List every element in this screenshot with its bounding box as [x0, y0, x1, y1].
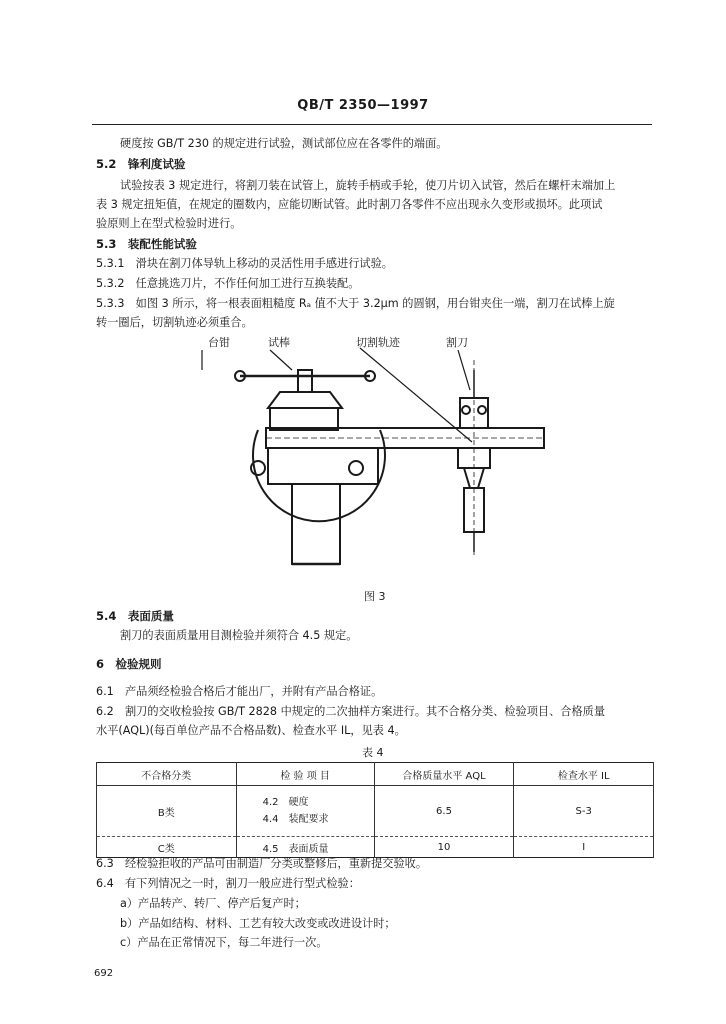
section-6-2-line-2: 水平(AQL)(每百单位产品不合格品数)、检查水平 IL，见表 4。: [96, 724, 406, 737]
rod-leader: [270, 350, 292, 370]
row-c-category: C类: [97, 837, 237, 858]
standard-header: QB/T 2350—1997: [297, 98, 429, 113]
list-item-b: b）产品如结构、材料、工艺有较大改变或改进设计时；: [120, 917, 396, 930]
vise-bolt-left: [251, 461, 265, 475]
col-header-aql: 合格质量水平 AQL: [374, 763, 514, 786]
cutter-handle: [464, 488, 484, 532]
section-5-3-3-line-1: 5.3.3 如图 3 所示，将一根表面粗糙度 Rₐ 值不大于 3.2μm 的圆钢，用台钳夹住一端，割刀在试棒上旋: [96, 297, 615, 310]
col-header-il: 检查水平 IL: [514, 763, 654, 786]
section-5-2-line-2: 表 3 规定扭矩值，在规定的圈数内，应能切断试管。此时割刀各零件不应出现永久变形或损坏。此项试: [96, 198, 603, 211]
table-4: [96, 762, 654, 858]
row-b-item-1: 4.2 硬度: [262, 797, 309, 808]
row-c-il: I: [514, 837, 654, 858]
vise-jaw-top: [268, 392, 342, 408]
col-header-category: 不合格分类: [97, 763, 237, 786]
figure-caption: 图 3: [364, 590, 386, 603]
row-c-aql: 10: [374, 837, 514, 858]
figure-label-vise: 台钳: [208, 336, 230, 349]
section-6-title: 6 检验规则: [96, 657, 162, 671]
section-6-1: 6.1 产品须经检验合格后才能出厂，并附有产品合格证。: [96, 685, 383, 698]
vise-base-circle: [253, 430, 385, 521]
paragraph-hardness: 硬度按 GB/T 230 的规定进行试验，测试部位应在各零件的端面。: [120, 137, 448, 150]
section-5-2-line-1: 试验按表 3 规定进行，将割刀装在试管上，旋转手柄或手轮，使刀片切入试管，然后在螺杆末端加上: [120, 179, 616, 192]
vise-screw: [298, 370, 312, 392]
row-b-category: B类: [97, 786, 237, 837]
list-item-c: c）产品在正常情况下，每二年进行一次。: [120, 936, 328, 949]
row-b-item-2: 4.4 装配要求: [262, 814, 329, 825]
table-4-caption: 表 4: [362, 746, 384, 759]
section-5-3-title: 5.3 装配性能试验: [96, 237, 197, 251]
vise-post: [292, 484, 340, 564]
vise-jaw-upper: [270, 408, 338, 430]
page-number: 692: [94, 968, 114, 979]
list-item-a: a）产品转产、转厂、停产后复产时；: [120, 897, 306, 910]
figure-label-cutter: 割刀: [446, 336, 468, 349]
section-5-3-3-line-2: 转一圈后，切割轨迹必须重合。: [96, 316, 253, 329]
table-row: [97, 786, 654, 837]
row-b-aql: 6.5: [374, 786, 514, 837]
section-5-3-2: 5.3.2 任意挑选刀片，不作任何加工进行互换装配。: [96, 277, 360, 290]
header-rule: [92, 124, 652, 125]
section-6-3: 6.3 经检验拒收的产品可由制造厂分类或整修后，重新提交验收。: [96, 857, 428, 870]
row-b-items: [236, 786, 374, 837]
section-5-2-line-3: 验原则上在型式检验时进行。: [96, 217, 242, 230]
section-6-2-line-1: 6.2 割刀的交收检验按 GB/T 2828 中规定的二次抽样方案进行。其不合格分类、检验项目、合格质量: [96, 705, 606, 718]
section-5-4-title: 5.4 表面质量: [96, 609, 174, 623]
table-header-row: [97, 763, 654, 786]
section-5-3-1: 5.3.1 滑块在割刀体导轨上移动的灵活性用手感进行试验。: [96, 257, 393, 270]
col-header-items: 检 验 项 目: [236, 763, 374, 786]
vise-bolt-right: [349, 461, 363, 475]
section-6-4: 6.4 有下列情况之一时，割刀一般应进行型式检验：: [96, 877, 360, 890]
figure-label-cut-track: 切割轨迹: [356, 336, 400, 349]
section-5-4-text: 割刀的表面质量用目测检验并须符合 4.5 规定。: [120, 629, 358, 642]
table-row: [97, 837, 654, 858]
cutter-leader: [458, 350, 470, 390]
vise-body: [268, 448, 378, 484]
section-5-2-title: 5.2 锋利度试验: [96, 157, 186, 171]
figure-3-drawing: [180, 330, 560, 580]
row-c-item-1: 4.5 表面质量: [236, 837, 374, 858]
figure-label-test-rod: 试棒: [268, 336, 290, 349]
row-b-il: S-3: [514, 786, 654, 837]
